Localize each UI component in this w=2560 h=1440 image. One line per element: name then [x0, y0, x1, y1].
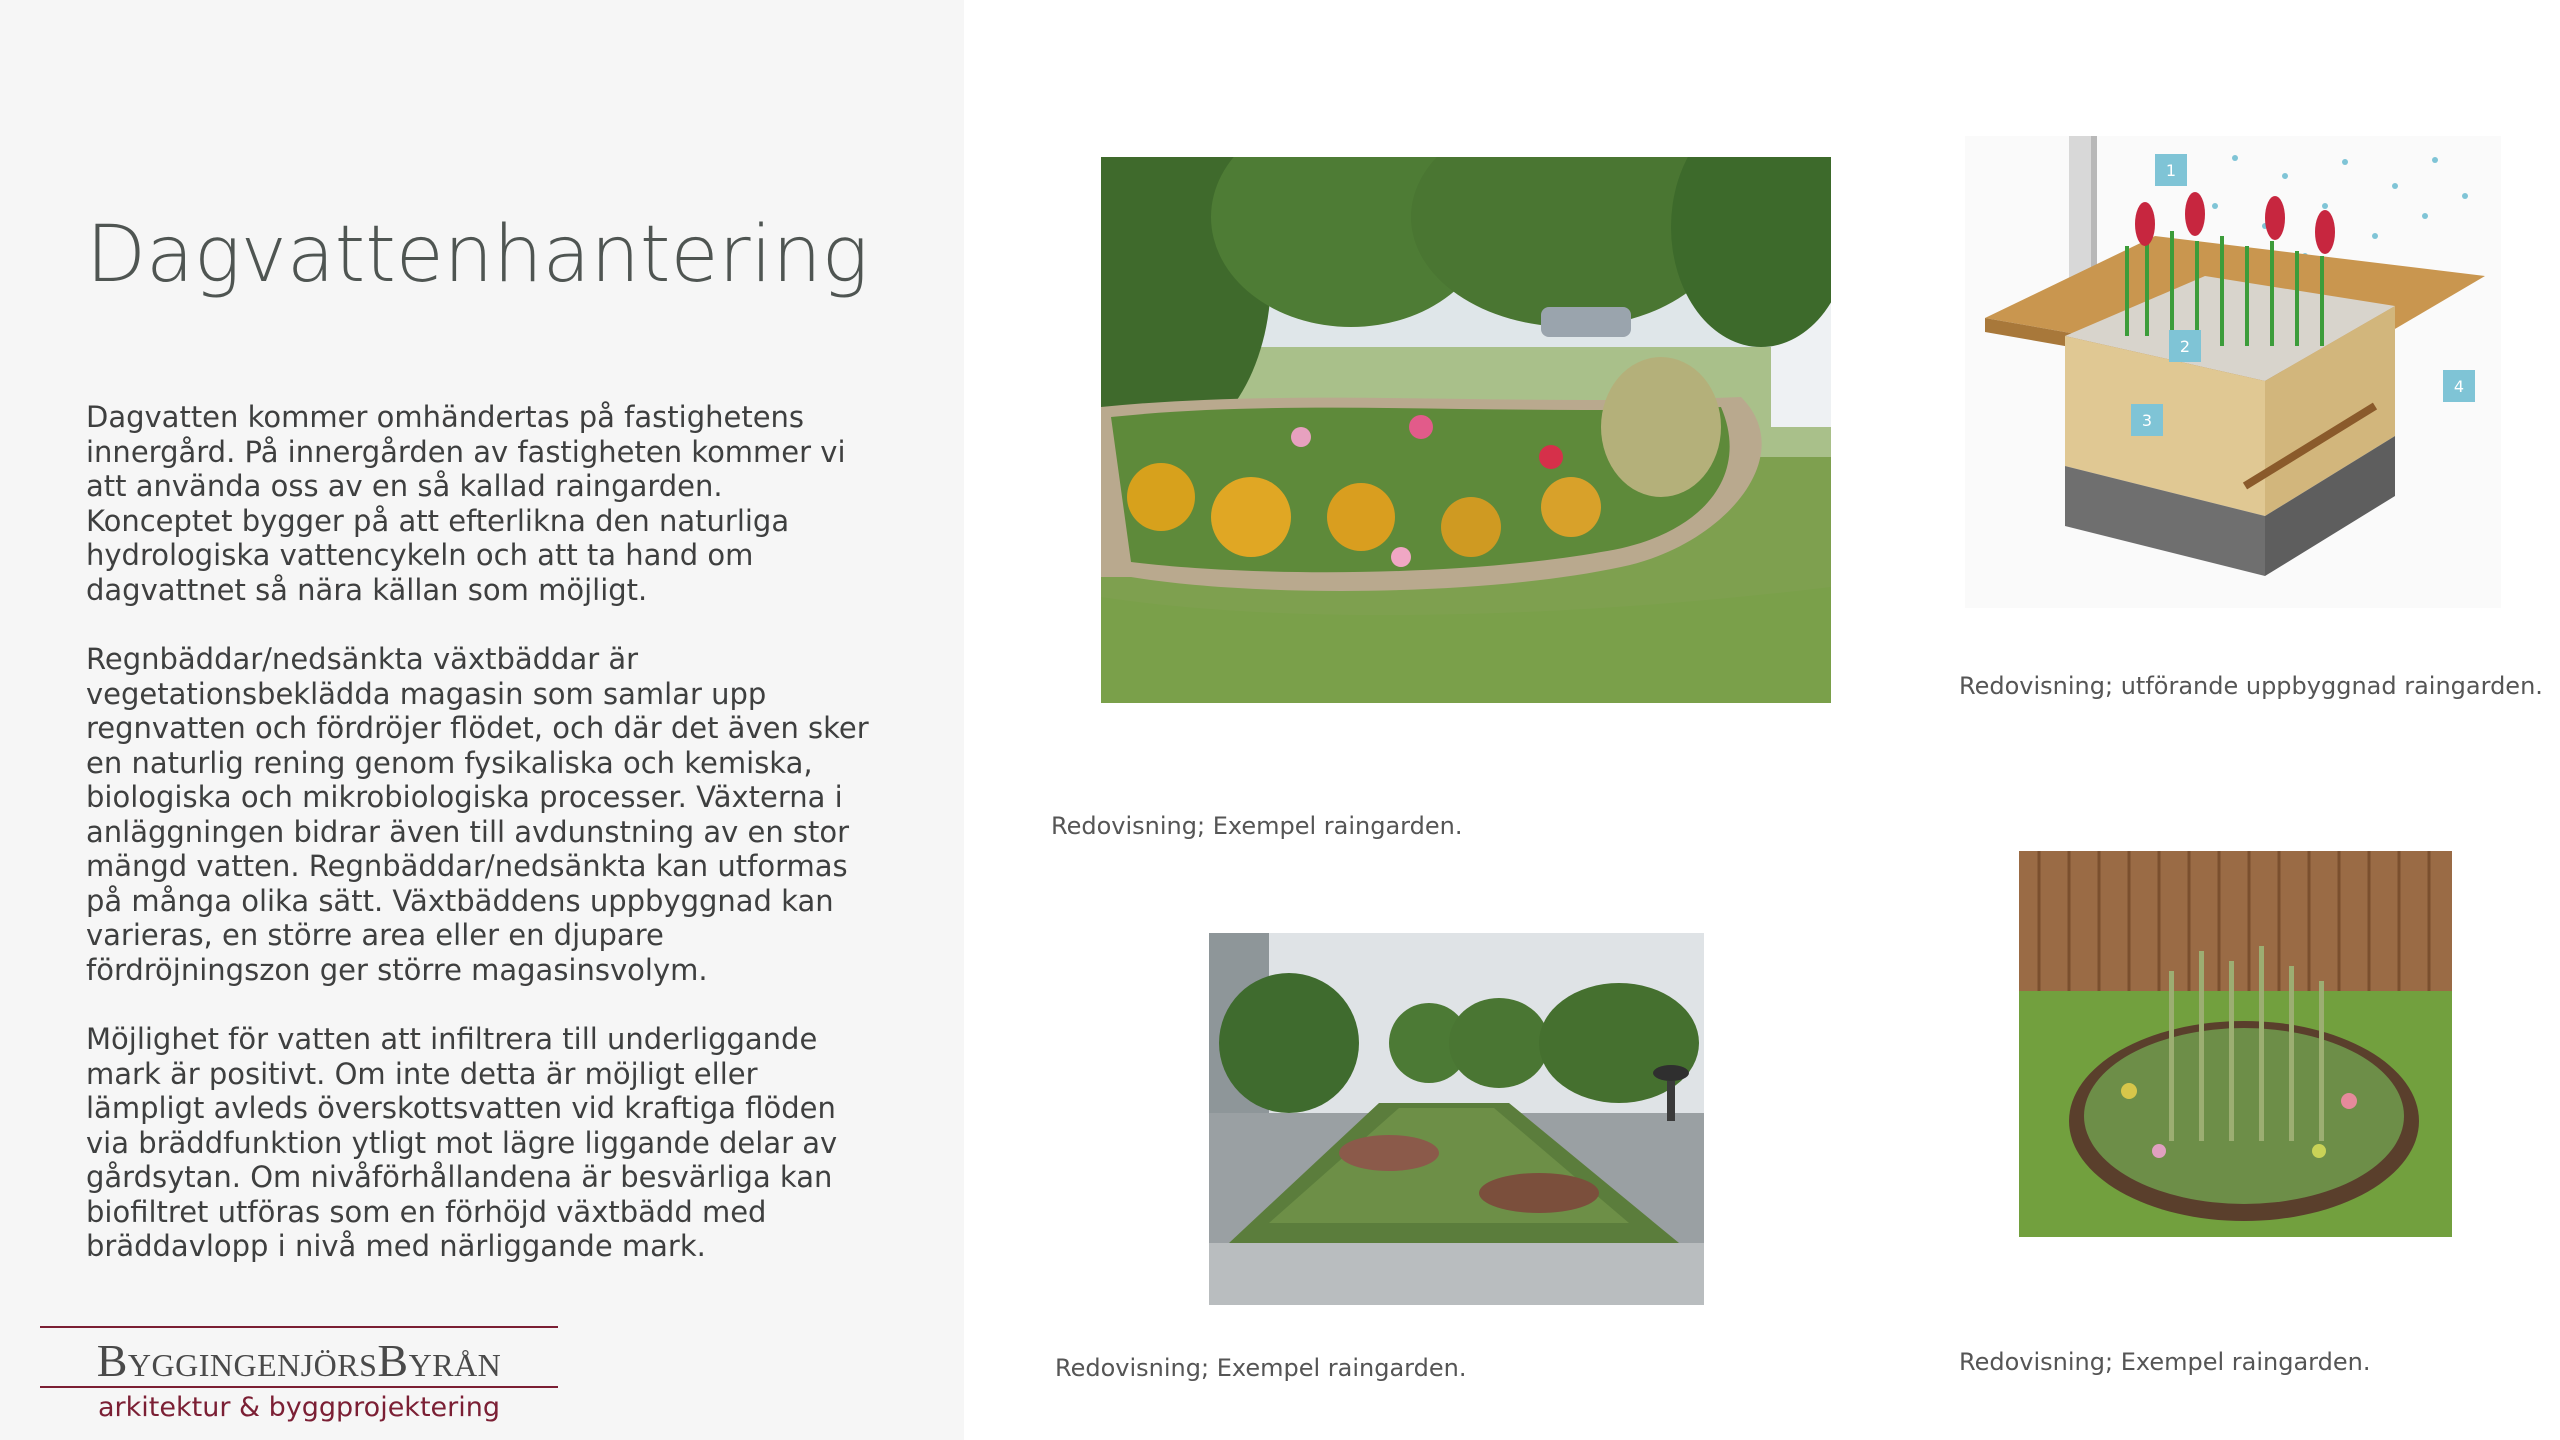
diagram-marker-2: 2: [2179, 337, 2191, 356]
diagram-marker-3: 3: [2141, 411, 2153, 430]
logo-tagline: arkitektur & byggprojektering: [98, 1392, 500, 1423]
logo-rule-top: [40, 1326, 558, 1328]
photo-raingarden-plaza: [1209, 933, 1704, 1305]
caption-figure-2: Redovisning; utförande uppbyggnad raingarden.: [1959, 672, 2543, 700]
caption-figure-1: Redovisning; Exempel raingarden.: [1051, 812, 1463, 840]
diagram-marker-4: 4: [2453, 377, 2465, 396]
caption-figure-4: Redovisning; Exempel raingarden.: [1959, 1348, 2371, 1376]
text-panel: [0, 0, 964, 1440]
body-text: [86, 400, 876, 1299]
page-title: Dagvattenhantering: [86, 210, 869, 300]
logo-name: ByggingenjörsByrån: [96, 1335, 502, 1386]
logo-rule-bottom: [40, 1386, 558, 1388]
diagram-raingarden-section: [1965, 136, 2501, 608]
caption-figure-3: Redovisning; Exempel raingarden.: [1055, 1354, 1467, 1382]
photo-raingarden-fence: [2019, 851, 2452, 1237]
company-logo: [40, 1326, 558, 1426]
photo-raingarden-flowerbed: [1101, 157, 1831, 703]
paragraph-infiltration: Möjlighet för vatten att infiltrera till underliggande mark är positivt. Om inte detta är möjligt eller lämpligt avleds överskottsvatten vid kraftiga flöden via bräddfunktion ytligt mot lägre liggande delar av gårdsytan. Om nivåförhållandena är besvärliga kan biofiltret utföras som en förhöjd växtbädd med bräddavlopp i nivå med närliggande mark.: [86, 1022, 838, 1263]
diagram-marker-1: 1: [2165, 161, 2177, 180]
paragraph-intro: Dagvatten kommer omhändertas på fastighetens innergård. På innergården av fastigheten kommer vi att använda oss av en så kallad raingarden. Konceptet bygger på att efterlikna den naturliga hydrologiska vattencykeln och att ta hand om dagvattnet så nära källan som möjligt.: [86, 400, 846, 607]
paragraph-regnbaddar: Regnbäddar/nedsänkta växtbäddar är vegetationsbeklädda magasin som samlar upp regnvatten och fördröjer flödet, och där det även sker en naturlig rening genom fysikaliska och kemiska, biologiska och mikrobiologiska processer. Växterna i anläggningen bidrar även till avdunstning av en stor mängd vatten. Regnbäddar/nedsänkta kan utformas på många olika sätt. Växtbäddens uppbyggnad kan varieras, en större area eller en djupare fördröjningszon ger större magasinsvolym.: [86, 642, 869, 987]
